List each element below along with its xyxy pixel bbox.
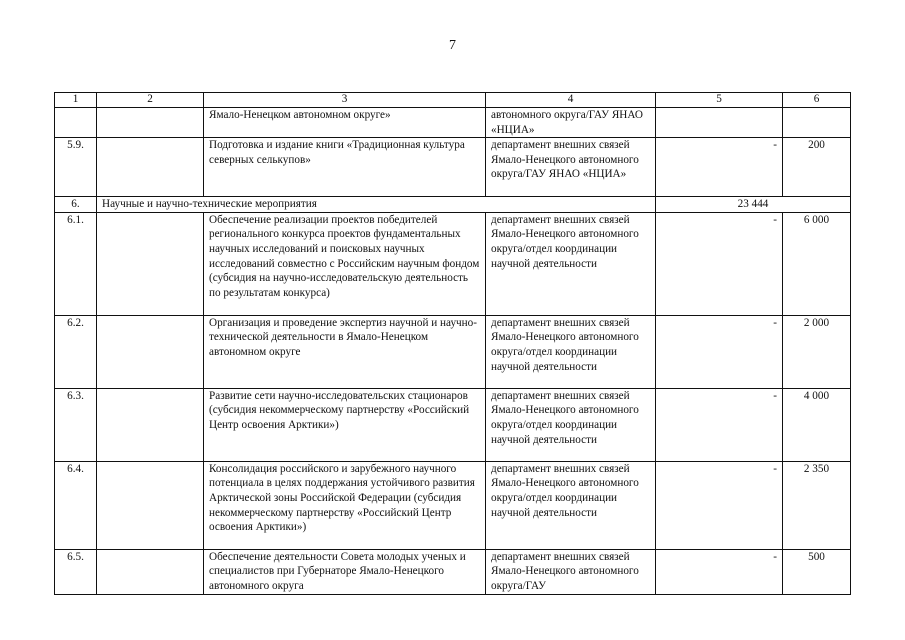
column-2-cell bbox=[97, 315, 204, 388]
header-cell: 3 bbox=[204, 93, 486, 108]
header-cell: 5 bbox=[656, 93, 783, 108]
row-number: 6.5. bbox=[55, 549, 97, 594]
section-row bbox=[55, 197, 851, 213]
funding-amount: 4 000 bbox=[783, 388, 851, 461]
page-number: 7 bbox=[449, 38, 456, 53]
table-row bbox=[55, 388, 851, 461]
table-row bbox=[55, 212, 851, 315]
activities-table bbox=[54, 92, 851, 595]
responsible-executor: департамент внешних связей Ямало-Ненецкого автономного округа/отдел координации научной деятельности bbox=[486, 315, 656, 388]
header-cell: 6 bbox=[783, 93, 851, 108]
row-number: 6.1. bbox=[55, 212, 97, 315]
column-5-value bbox=[656, 108, 783, 138]
column-5-value: - bbox=[656, 212, 783, 315]
responsible-executor: департамент внешних связей Ямало-Ненецкого автономного округа/отдел координации научной деятельности bbox=[486, 388, 656, 461]
row-number bbox=[55, 108, 97, 138]
column-2-cell bbox=[97, 212, 204, 315]
responsible-executor: автономного округа/ГАУ ЯНАО «НЦИА» bbox=[486, 108, 656, 138]
column-2-cell bbox=[97, 461, 204, 549]
table-row bbox=[55, 549, 851, 594]
header-cell: 2 bbox=[97, 93, 204, 108]
funding-amount: 500 bbox=[783, 549, 851, 594]
header-cell: 1 bbox=[55, 93, 97, 108]
column-5-value: - bbox=[656, 388, 783, 461]
funding-amount: 6 000 bbox=[783, 212, 851, 315]
table-row bbox=[55, 461, 851, 549]
column-2-cell bbox=[97, 549, 204, 594]
row-number: 5.9. bbox=[55, 138, 97, 197]
responsible-executor: департамент внешних связей Ямало-Ненецкого автономного округа/ГАУ bbox=[486, 549, 656, 594]
funding-amount bbox=[783, 108, 851, 138]
activity-name: Обеспечение деятельности Совета молодых ученых и специалистов при Губернаторе Ямало-Ненецкого автономного округа bbox=[204, 549, 486, 594]
row-number: 6.4. bbox=[55, 461, 97, 549]
responsible-executor: департамент внешних связей Ямало-Ненецкого автономного округа/отдел координации научной деятельности bbox=[486, 461, 656, 549]
table-header-row bbox=[55, 93, 851, 108]
activity-name: Ямало-Ненецком автономном округе» bbox=[204, 108, 486, 138]
column-2-cell bbox=[97, 108, 204, 138]
responsible-executor: департамент внешних связей Ямало-Ненецкого автономного округа/ГАУ ЯНАО «НЦИА» bbox=[486, 138, 656, 197]
column-5-value: - bbox=[656, 549, 783, 594]
section-title: Научные и научно-технические мероприятия bbox=[97, 197, 656, 213]
row-number: 6. bbox=[55, 197, 97, 213]
column-5-value: - bbox=[656, 138, 783, 197]
row-number: 6.2. bbox=[55, 315, 97, 388]
activity-name: Обеспечение реализации проектов победителей регионального конкурса проектов фундаментальных научных исследований и поисковых научных исследований совместно с Российским научным фондом (субсидия на научно-исследовательскую деятельность по результатам конкурса) bbox=[204, 212, 486, 315]
table-row bbox=[55, 315, 851, 388]
column-2-cell bbox=[97, 388, 204, 461]
funding-amount: 2 000 bbox=[783, 315, 851, 388]
column-5-value: - bbox=[656, 461, 783, 549]
activity-name: Подготовка и издание книги «Традиционная культура северных селькупов» bbox=[204, 138, 486, 197]
responsible-executor: департамент внешних связей Ямало-Ненецкого автономного округа/отдел координации научной деятельности bbox=[486, 212, 656, 315]
section-total: 23 444 bbox=[656, 197, 851, 213]
table-row bbox=[55, 138, 851, 197]
row-number: 6.3. bbox=[55, 388, 97, 461]
table-row bbox=[55, 108, 851, 138]
activity-name: Консолидация российского и зарубежного научного потенциала в целях поддержания устойчивого развития Арктической зоны Российской Федерации (субсидия некоммерческому партнерству «Российский Центр освоения Арктики») bbox=[204, 461, 486, 549]
funding-amount: 2 350 bbox=[783, 461, 851, 549]
column-2-cell bbox=[97, 138, 204, 197]
header-cell: 4 bbox=[486, 93, 656, 108]
column-5-value: - bbox=[656, 315, 783, 388]
activity-name: Развитие сети научно-исследовательских стационаров (субсидия некоммерческому партнерству «Российский Центр освоения Арктики») bbox=[204, 388, 486, 461]
funding-amount: 200 bbox=[783, 138, 851, 197]
activity-name: Организация и проведение экспертиз научной и научно-технической деятельности в Ямало-Ненецком автономном округе bbox=[204, 315, 486, 388]
